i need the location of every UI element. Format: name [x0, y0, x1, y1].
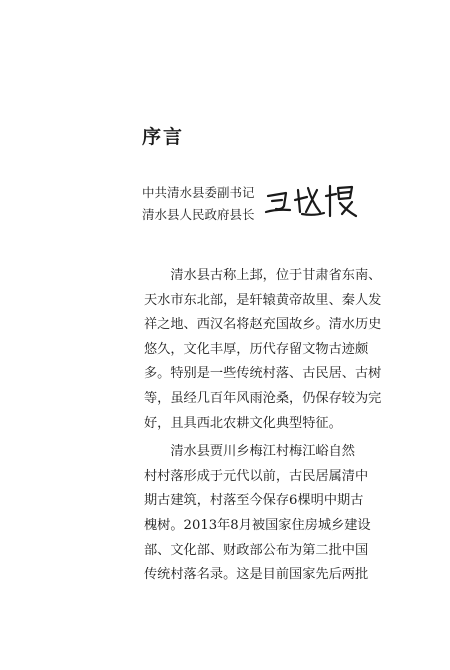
- handwritten-signature: [262, 176, 362, 224]
- text-line: 多。特别是一些传统村落、古民居、古树: [144, 366, 382, 382]
- page-title: 序言: [142, 126, 185, 148]
- text-line: 等，虽经几百年风雨沧桑，仍保存较为完: [144, 390, 382, 406]
- paragraph-2: [144, 440, 376, 588]
- author-title-line-1: 中共清水县委副书记: [142, 185, 255, 200]
- paragraph-1: [144, 264, 382, 436]
- text-line: 村村落形成于元代以前，古民居属清中: [144, 468, 369, 484]
- text-line: 传统村落名录。这是目前国家先后两批: [144, 567, 369, 583]
- text-line: 清水县古称上邽，位于甘肃省东南、: [144, 268, 382, 283]
- text-line: 期古建筑，村落至今保存6棵明中期古: [144, 493, 364, 509]
- text-line: 槐树。2013年8月被国家住房城乡建设: [144, 517, 371, 533]
- body-text: [144, 264, 382, 588]
- text-line: 部、文化部、财政部公布为第二批中国: [144, 542, 369, 558]
- text-line: 好，且具西北农耕文化典型特征。: [144, 415, 342, 431]
- author-title-line-2: 清水县人民政府县长: [142, 207, 255, 222]
- text-line: 祥之地、西汉名将赵充国故乡。清水历史: [144, 317, 382, 333]
- text-line: 天水市东北部，是轩辕黄帝故里、秦人发: [144, 292, 382, 308]
- author-block: [142, 182, 255, 226]
- text-line: 清水县贾川乡梅江村梅江峪自然: [144, 444, 355, 460]
- text-line: 悠久，文化丰厚，历代存留文物古迹颇: [144, 341, 369, 357]
